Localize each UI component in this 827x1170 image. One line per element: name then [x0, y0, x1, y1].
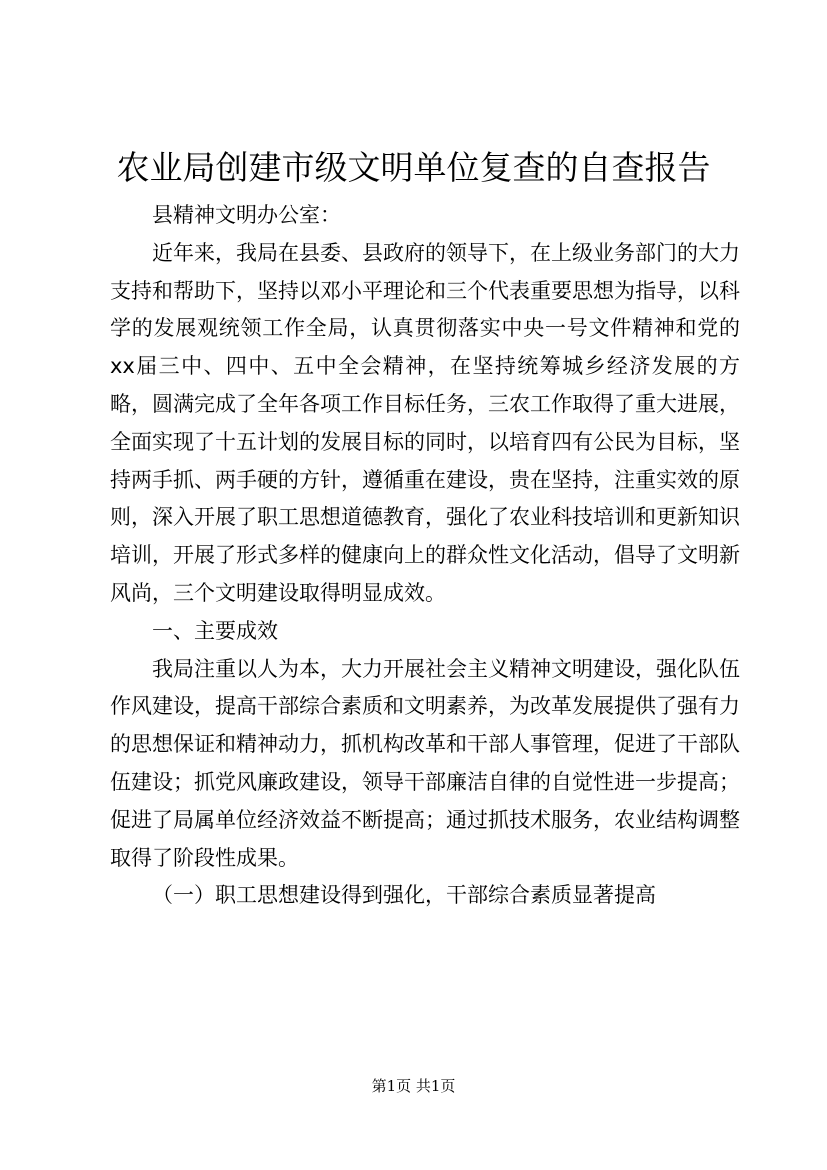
intro-paragraph: 近年来，我局在县委、县政府的领导下，在上级业务部门的大力支持和帮助下，坚持以邓小平理论和三个代表重要思想为指导，以科学的发展观统领工作全局，认真贯彻落实中央一号文件精神和党的xx届三中、四中、五中全会精神，在坚持统筹城乡经济发展的方略，圆满完成了全年各项工作目标任务，三农工作取得了重大进展，全面实现了十五计划的发展目标的同时，以培育四有公民为目标，坚持两手抓、两手硬的方针，遵循重在建设，贵在坚持，注重实效的原则，深入开展了职工思想道德教育，强化了农业科技培训和更新知识培训，开展了形式多样的健康向上的群众性文化活动，倡导了文明新风尚，三个文明建设取得明显成效。 [110, 240, 740, 605]
sub-heading: （一）职工思想建设得到强化，干部综合素质显著提高 [152, 883, 656, 908]
document-body [110, 197, 740, 915]
document-title: 农业局创建市级文明单位复查的自查报告 [116, 148, 711, 187]
section-paragraph: 我局注重以人为本，大力开展社会主义精神文明建设，强化队伍作风建设，提高干部综合素质和文明素养，为改革发展提供了强有力的思想保证和精神动力，抓机构改革和干部人事管理，促进了干部队伍建设；抓党风廉政建设，领导干部廉洁自律的自觉性进一步提高；促进了局属单位经济效益不断提高；通过抓技术服务，农业结构调整取得了阶段性成果。 [110, 656, 740, 870]
page-footer: 第1页 共1页 [371, 1077, 456, 1095]
salutation: 县精神文明办公室： [152, 203, 341, 227]
section-heading: 一、主要成效 [152, 618, 278, 643]
